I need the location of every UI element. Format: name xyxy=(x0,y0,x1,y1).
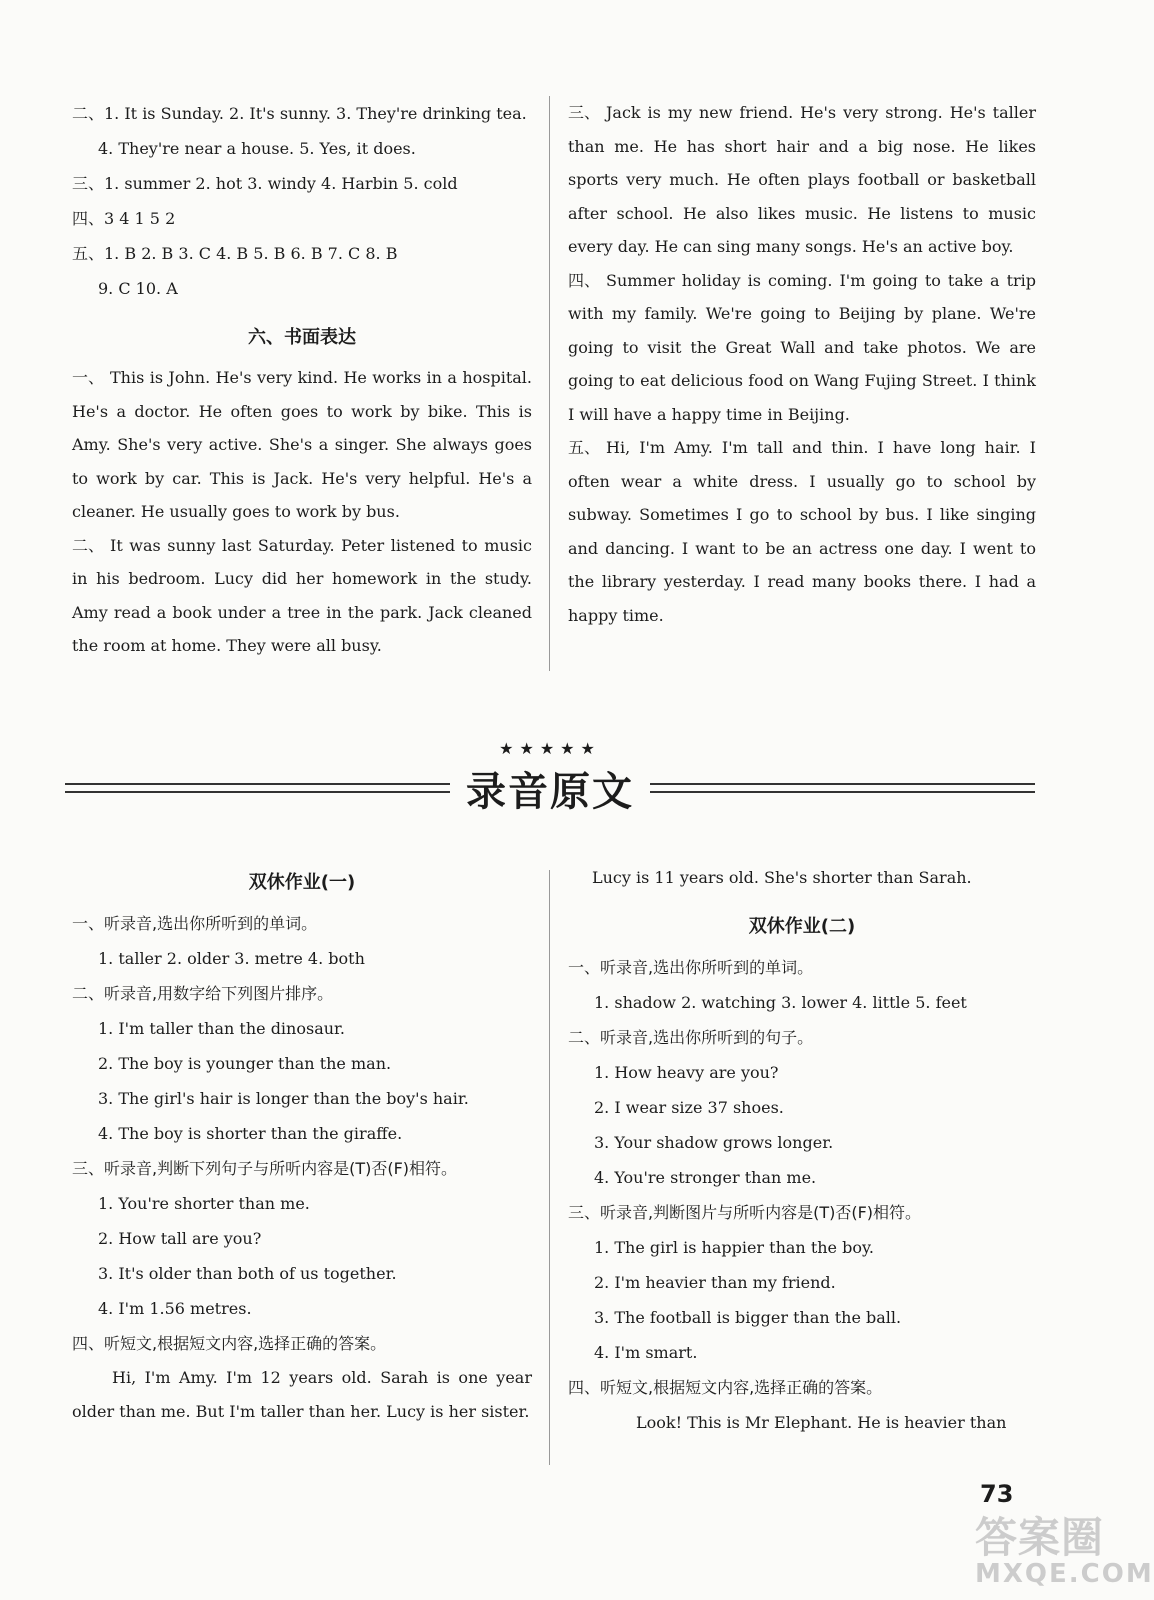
sentence-item: 1. How heavy are you? xyxy=(594,1063,779,1082)
answer-line: 五、1. B 2. B 3. C 4. B 5. B 6. B 7. C 8. B xyxy=(72,244,398,263)
question-heading: 三、听录音,判断下列句子与所听内容是(T)否(F)相符。 xyxy=(72,1159,458,1178)
page-number: 73 xyxy=(980,1480,1014,1508)
paragraph-marker: 一、 xyxy=(72,368,105,387)
answers-column-right xyxy=(568,96,1036,632)
passage-text: Hi, I'm Amy. I'm 12 years old. Sarah is one year older than me. But I'm taller than her. Lucy is her sister. xyxy=(72,1368,532,1421)
sentence-item: 4. You're stronger than me. xyxy=(594,1168,817,1187)
writing-paragraph xyxy=(568,264,1036,432)
banner-title: 录音原文 xyxy=(466,769,634,815)
question-heading: 一、听录音,选出你所听到的单词。 xyxy=(72,914,318,933)
paragraph-text: This is John. He's very kind. He works in a hospital. He's a doctor. He often goes to work by bike. This is Amy. She's very active. She's a singer. She always goes to work by car. This is Jack. He's very helpful. He's a cleaner. He usually goes to work by bus. xyxy=(72,368,532,521)
paragraph-text: Jack is my new friend. He's very strong. He's taller than me. He has short hair and a big nose. He likes sports very much. He often plays football or basketball after school. He also likes music. He listens to music every day. He can sing many songs. He's an active boy. xyxy=(568,103,1036,256)
writing-paragraph xyxy=(72,529,532,663)
answer-line: 4. They're near a house. 5. Yes, it does. xyxy=(98,139,416,158)
answer-line: 四、3 4 1 5 2 xyxy=(72,209,176,228)
transcript-column-left xyxy=(72,865,532,1428)
transcript-column-right xyxy=(568,860,1036,1440)
sentence-item: 4. I'm 1.56 metres. xyxy=(98,1299,252,1318)
question-heading: 二、听录音,用数字给下列图片排序。 xyxy=(72,984,334,1003)
paragraph-marker: 四、 xyxy=(568,270,601,290)
writing-paragraph xyxy=(568,431,1036,632)
word-list: 1. shadow 2. watching 3. lower 4. little 5. feet xyxy=(594,993,967,1012)
column-divider xyxy=(549,96,550,671)
writing-paragraph xyxy=(568,96,1036,264)
homework-title: 双休作业(一) xyxy=(248,872,356,893)
question-heading: 四、听短文,根据短文内容,选择正确的答案。 xyxy=(72,1334,387,1353)
paragraph-text: Summer holiday is coming. I'm going to take a trip with my family. We're going to Beijing by plane. We're going to visit the Great Wall and take photos. We are going to eat delicious food on Wang Fujing Street. I think I will have a happy time in Beijing. xyxy=(568,270,1036,424)
answer-line: 9. C 10. A xyxy=(98,279,178,298)
watermark-sub-text: MXQE.COM xyxy=(975,1559,1154,1589)
writing-paragraph xyxy=(72,361,532,529)
sentence-item: 1. The girl is happier than the boy. xyxy=(594,1238,874,1257)
passage-text: Look! This is Mr Elephant. He is heavier than xyxy=(636,1413,1007,1432)
watermark-main-text: 答案圈 xyxy=(975,1513,1105,1562)
section-banner xyxy=(65,739,1035,825)
sentence-item: 3. The girl's hair is longer than the boy's hair. xyxy=(98,1089,469,1108)
sentence-item: 3. It's older than both of us together. xyxy=(98,1264,397,1283)
paragraph-marker: 三、 xyxy=(568,103,601,122)
sentence-item: 1. You're shorter than me. xyxy=(98,1194,310,1213)
paragraph-text: Hi, I'm Amy. I'm tall and thin. I have long hair. I often wear a white dress. I usually go to school by subway. Sometimes I go to school by bus. I like singing and dancing. I want to be an actress one day. I went to the library yesterday. I read many books there. I had a happy time. xyxy=(568,438,1036,625)
sentence-item: 2. I wear size 37 shoes. xyxy=(594,1098,784,1117)
sentence-item: 4. The boy is shorter than the giraffe. xyxy=(98,1124,403,1143)
sentence-item: 3. Your shadow grows longer. xyxy=(594,1133,834,1152)
question-heading: 二、听录音,选出你所听到的句子。 xyxy=(568,1028,814,1047)
answer-line: 三、1. summer 2. hot 3. windy 4. Harbin 5. cold xyxy=(72,174,458,193)
column-divider xyxy=(549,870,550,1465)
sentence-item: 2. I'm heavier than my friend. xyxy=(594,1273,836,1292)
paragraph-text: It was sunny last Saturday. Peter listened to music in his bedroom. Lucy did her homework in the study. Amy read a book under a tree in the park. Jack cleaned the room at home. They were all busy. xyxy=(72,535,532,655)
question-heading: 三、听录音,判断图片与所听内容是(T)否(F)相符。 xyxy=(568,1203,922,1222)
watermark-logo xyxy=(975,1505,1154,1595)
answers-column-left xyxy=(72,96,532,663)
question-heading: 一、听录音,选出你所听到的单词。 xyxy=(568,958,814,977)
answer-line: 二、1. It is Sunday. 2. It's sunny. 3. They're drinking tea. xyxy=(72,104,527,123)
paragraph-marker: 五、 xyxy=(568,438,601,457)
sentence-item: 1. I'm taller than the dinosaur. xyxy=(98,1019,346,1038)
sentence-item: 2. How tall are you? xyxy=(98,1229,262,1248)
homework-title: 双休作业(二) xyxy=(748,916,856,937)
banner-rule-left xyxy=(65,783,450,793)
word-list: 1. taller 2. older 3. metre 4. both xyxy=(98,949,365,968)
paragraph-marker: 二、 xyxy=(72,535,105,555)
passage-continuation: Lucy is 11 years old. She's shorter than Sarah. xyxy=(592,868,972,887)
sentence-item: 2. The boy is younger than the man. xyxy=(98,1054,392,1073)
sentence-item: 4. I'm smart. xyxy=(594,1343,698,1362)
writing-section-title: 六、书面表达 xyxy=(248,327,356,348)
banner-rule-right xyxy=(650,783,1035,793)
star-decoration: ★★★★★ xyxy=(499,739,601,758)
question-heading: 四、听短文,根据短文内容,选择正确的答案。 xyxy=(568,1378,883,1397)
sentence-item: 3. The football is bigger than the ball. xyxy=(594,1308,902,1327)
